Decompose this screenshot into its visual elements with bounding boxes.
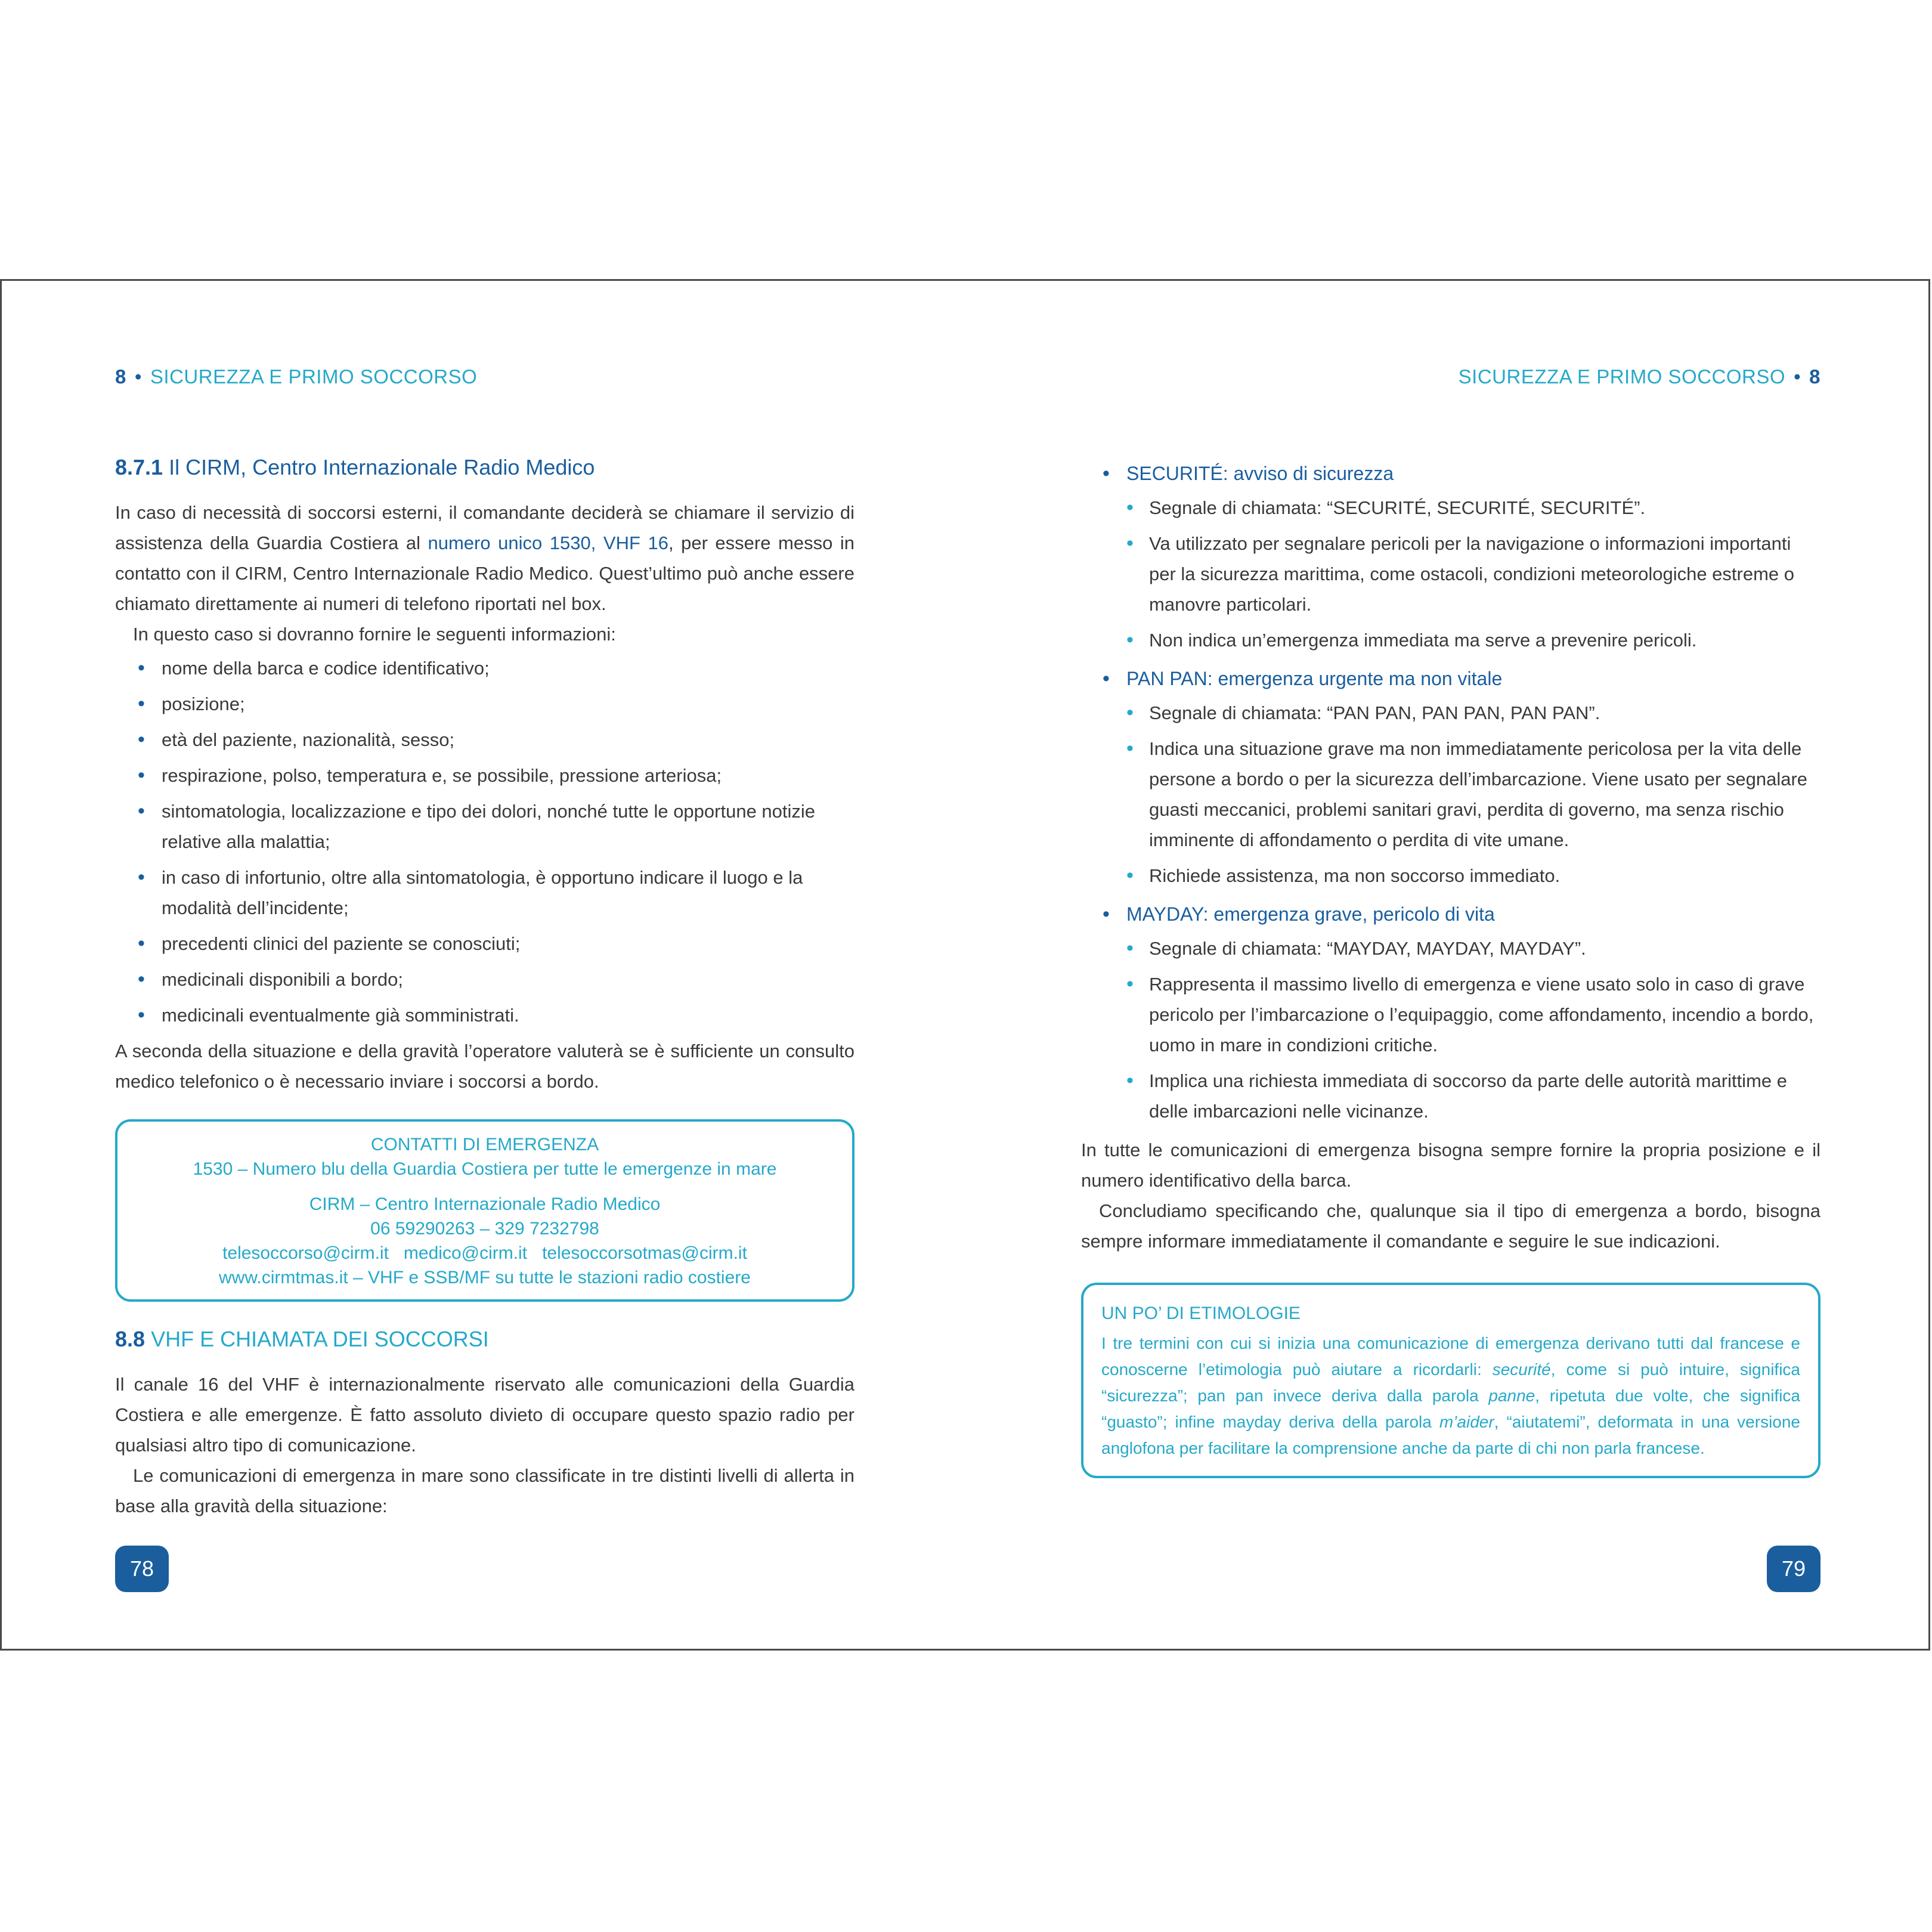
- list-item: • Implica una richiesta immediata di soccorso da parte delle autorità marittime e delle imbarcazioni nelle vicinanze.: [1126, 1066, 1820, 1126]
- left-page: [115, 281, 854, 1649]
- italic-term: m’aider: [1439, 1413, 1494, 1431]
- text-run: , per essere messo in contatto con il CIRM, Centro Internazionale Radio Medico. Quest’ultimo può anche essere chiamato direttamente ai numeri di telefono riportati nel box.: [115, 532, 854, 614]
- right-page: [1081, 281, 1820, 1649]
- list-item: • posizione;: [115, 689, 854, 719]
- box-text: [1101, 1330, 1800, 1462]
- text-run: I tre termini con cui si inizia una comunicazione di emergenza derivano tutti dal francese e conoscerne l’etimologia può aiutare a ricordarli:: [1101, 1334, 1800, 1379]
- box-title: UN PO’ DI ETIMOLOGIE: [1101, 1304, 1301, 1323]
- list-item: • medicinali disponibili a bordo;: [115, 964, 854, 995]
- box-line: CIRM – Centro Internazionale Radio Medico: [309, 1194, 661, 1214]
- list-item: • Non indica un’emergenza immediata ma serve a prevenire pericoli.: [1126, 625, 1820, 655]
- box-line: 1530 – Numero blu della Guardia Costiera per tutte le emergenze in mare: [193, 1159, 777, 1179]
- right-content: [1081, 459, 1820, 1478]
- page-number-badge: 79: [1767, 1546, 1820, 1592]
- info-list: [115, 653, 854, 1030]
- alert-level-mayday: [1081, 899, 1820, 1126]
- list-item: • Segnale di chiamata: “SECURITÉ, SECURITÉ, SECURITÉ”.: [1126, 493, 1820, 523]
- text-run: , “aiutatemi”, deformata in una versione anglofona per facilitare la comprensione anche da parte di chi non parla francese.: [1101, 1413, 1801, 1457]
- list-item: • respirazione, polso, temperatura e, se possibile, pressione arteriosa;: [115, 760, 854, 791]
- list-item: • in caso di infortunio, oltre alla sintomatologia, è opportuno indicare il luogo e la modalità dell’incidente;: [115, 862, 854, 923]
- phone-numbers: 06 59290263 – 329 7232798: [370, 1218, 599, 1239]
- alert-level-pan-pan: [1081, 664, 1820, 891]
- bullet-separator: •: [1794, 366, 1801, 388]
- alert-level-securite: [1081, 459, 1820, 655]
- bullet-separator: •: [134, 366, 142, 388]
- highlight-number: numero unico 1530, VHF 16: [428, 532, 668, 553]
- list-item: • medicinali eventualmente già somministrati.: [115, 1000, 854, 1030]
- list-item: • Richiede assistenza, ma non soccorso immediato.: [1126, 860, 1820, 891]
- section-title: Il CIRM, Centro Internazionale Radio Medico: [169, 455, 595, 479]
- alert-level-details: [1126, 933, 1820, 1126]
- italic-term: securité: [1492, 1360, 1551, 1379]
- paragraph-position: In tutte le comunicazioni di emergenza bisogna sempre fornire la propria posizione e il numero identificativo della barca.: [1081, 1140, 1820, 1191]
- running-head-left: [115, 366, 477, 388]
- etymology-box: [1081, 1283, 1820, 1478]
- alert-levels-list: [1081, 459, 1820, 1126]
- section-number: 8.7.1: [115, 455, 163, 479]
- list-item: • precedenti clinici del paziente se conosciuti;: [115, 928, 854, 959]
- chapter-number: 8: [1809, 366, 1820, 388]
- alert-level-details: [1126, 493, 1820, 655]
- paragraph-vhf-channel: Il canale 16 del VHF è internazionalmente riservato alle comunicazioni della Guardia Costiera e alle emergenze. È fatto assoluto divieto di occupare questo spazio radio per qualsiasi altro tipo di comunicazione.: [115, 1373, 854, 1456]
- list-item: • sintomatologia, localizzazione e tipo dei dolori, nonché tutte le opportune notizie relative alla malattia;: [115, 796, 854, 857]
- paragraph-cirm-intro: [115, 497, 854, 619]
- list-item: • Segnale di chiamata: “MAYDAY, MAYDAY, MAYDAY”.: [1126, 933, 1820, 964]
- list-item: • nome della barca e codice identificativo;: [115, 653, 854, 683]
- alert-level-title: • MAYDAY: emergenza grave, pericolo di vita: [1126, 903, 1495, 925]
- box-title: CONTATTI DI EMERGENZA: [370, 1134, 599, 1154]
- left-content: [115, 454, 854, 1521]
- list-item: • Segnale di chiamata: “PAN PAN, PAN PAN, PAN PAN”.: [1126, 698, 1820, 728]
- text-run: In caso di necessità di soccorsi esterni, il comandante deciderà se chiamare il servizio di assistenza della Guardia Costiera al: [115, 501, 854, 553]
- text-run: , ripetuta due volte, che significa “guasto”; infine mayday deriva della parola: [1101, 1386, 1800, 1431]
- text-run: , come si può intuire, significa “sicurezza”; pan pan invece deriva dalla parola: [1101, 1360, 1800, 1405]
- spacer: [129, 1181, 840, 1192]
- paragraph-operator: A seconda della situazione e della gravità l’operatore valuterà se è sufficiente un consulto medico telefonico o è necessario inviare i soccorsi a bordo.: [115, 1040, 854, 1092]
- section-number: 8.8: [115, 1326, 145, 1351]
- running-head-right: [1459, 366, 1820, 388]
- chapter-title: SICUREZZA E PRIMO SOCCORSO: [1458, 366, 1786, 388]
- italic-term: panne: [1488, 1386, 1535, 1405]
- list-item: • età del paziente, nazionalità, sesso;: [115, 724, 854, 755]
- paragraph-conclusion: Concludiamo specificando che, qualunque sia il tipo di emergenza a bordo, bisogna sempre informare immediatamente il comandante e seguire le sue indicazioni.: [1081, 1200, 1820, 1252]
- list-item: • Va utilizzato per segnalare pericoli per la navigazione o informazioni importanti per la sicurezza marittima, come ostacoli, condizioni meteorologiche estreme o manovre particolari.: [1126, 528, 1820, 620]
- section-heading-8-8: [115, 1326, 854, 1354]
- paragraph-alert-levels: Le comunicazioni di emergenza in mare sono classificate in tre distinti livelli di allerta in base alla gravità della situazione:: [115, 1465, 854, 1516]
- chapter-number: 8: [115, 366, 126, 388]
- alert-level-title: • SECURITÉ: avviso di sicurezza: [1126, 463, 1394, 484]
- list-item: • Rappresenta il massimo livello di emergenza e viene usato solo in caso di grave pericolo per l’imbarcazione o l’equipaggio, come affondamento, incendio a bordo, uomo in mare in condizioni critiche.: [1126, 969, 1820, 1060]
- alert-level-details: [1126, 698, 1820, 891]
- alert-level-title: • PAN PAN: emergenza urgente ma non vitale: [1126, 668, 1503, 689]
- section-title: VHF E CHIAMATA DEI SOCCORSI: [151, 1326, 489, 1351]
- email-addresses: telesoccorso@cirm.it medico@cirm.it telesoccorsotmas@cirm.it: [222, 1243, 747, 1263]
- emergency-contacts-box: [115, 1119, 854, 1302]
- website-line: www.cirmtmas.it – VHF e SSB/MF su tutte le stazioni radio costiere: [219, 1267, 751, 1287]
- book-spread: [0, 279, 1930, 1651]
- page-number-badge: 78: [115, 1546, 169, 1592]
- paragraph-info-intro: In questo caso si dovranno fornire le seguenti informazioni:: [133, 623, 616, 645]
- list-item: • Indica una situazione grave ma non immediatamente pericolosa per la vita delle persone a bordo o per la sicurezza dell’imbarcazione. Viene usato per segnalare guasti meccanici, problemi sanitari gravi, perdita di governo, ma senza rischio imminente di affondamento o perdita di vite umane.: [1126, 733, 1820, 855]
- chapter-title: SICUREZZA E PRIMO SOCCORSO: [150, 366, 478, 388]
- section-heading-8-7-1: [115, 454, 854, 482]
